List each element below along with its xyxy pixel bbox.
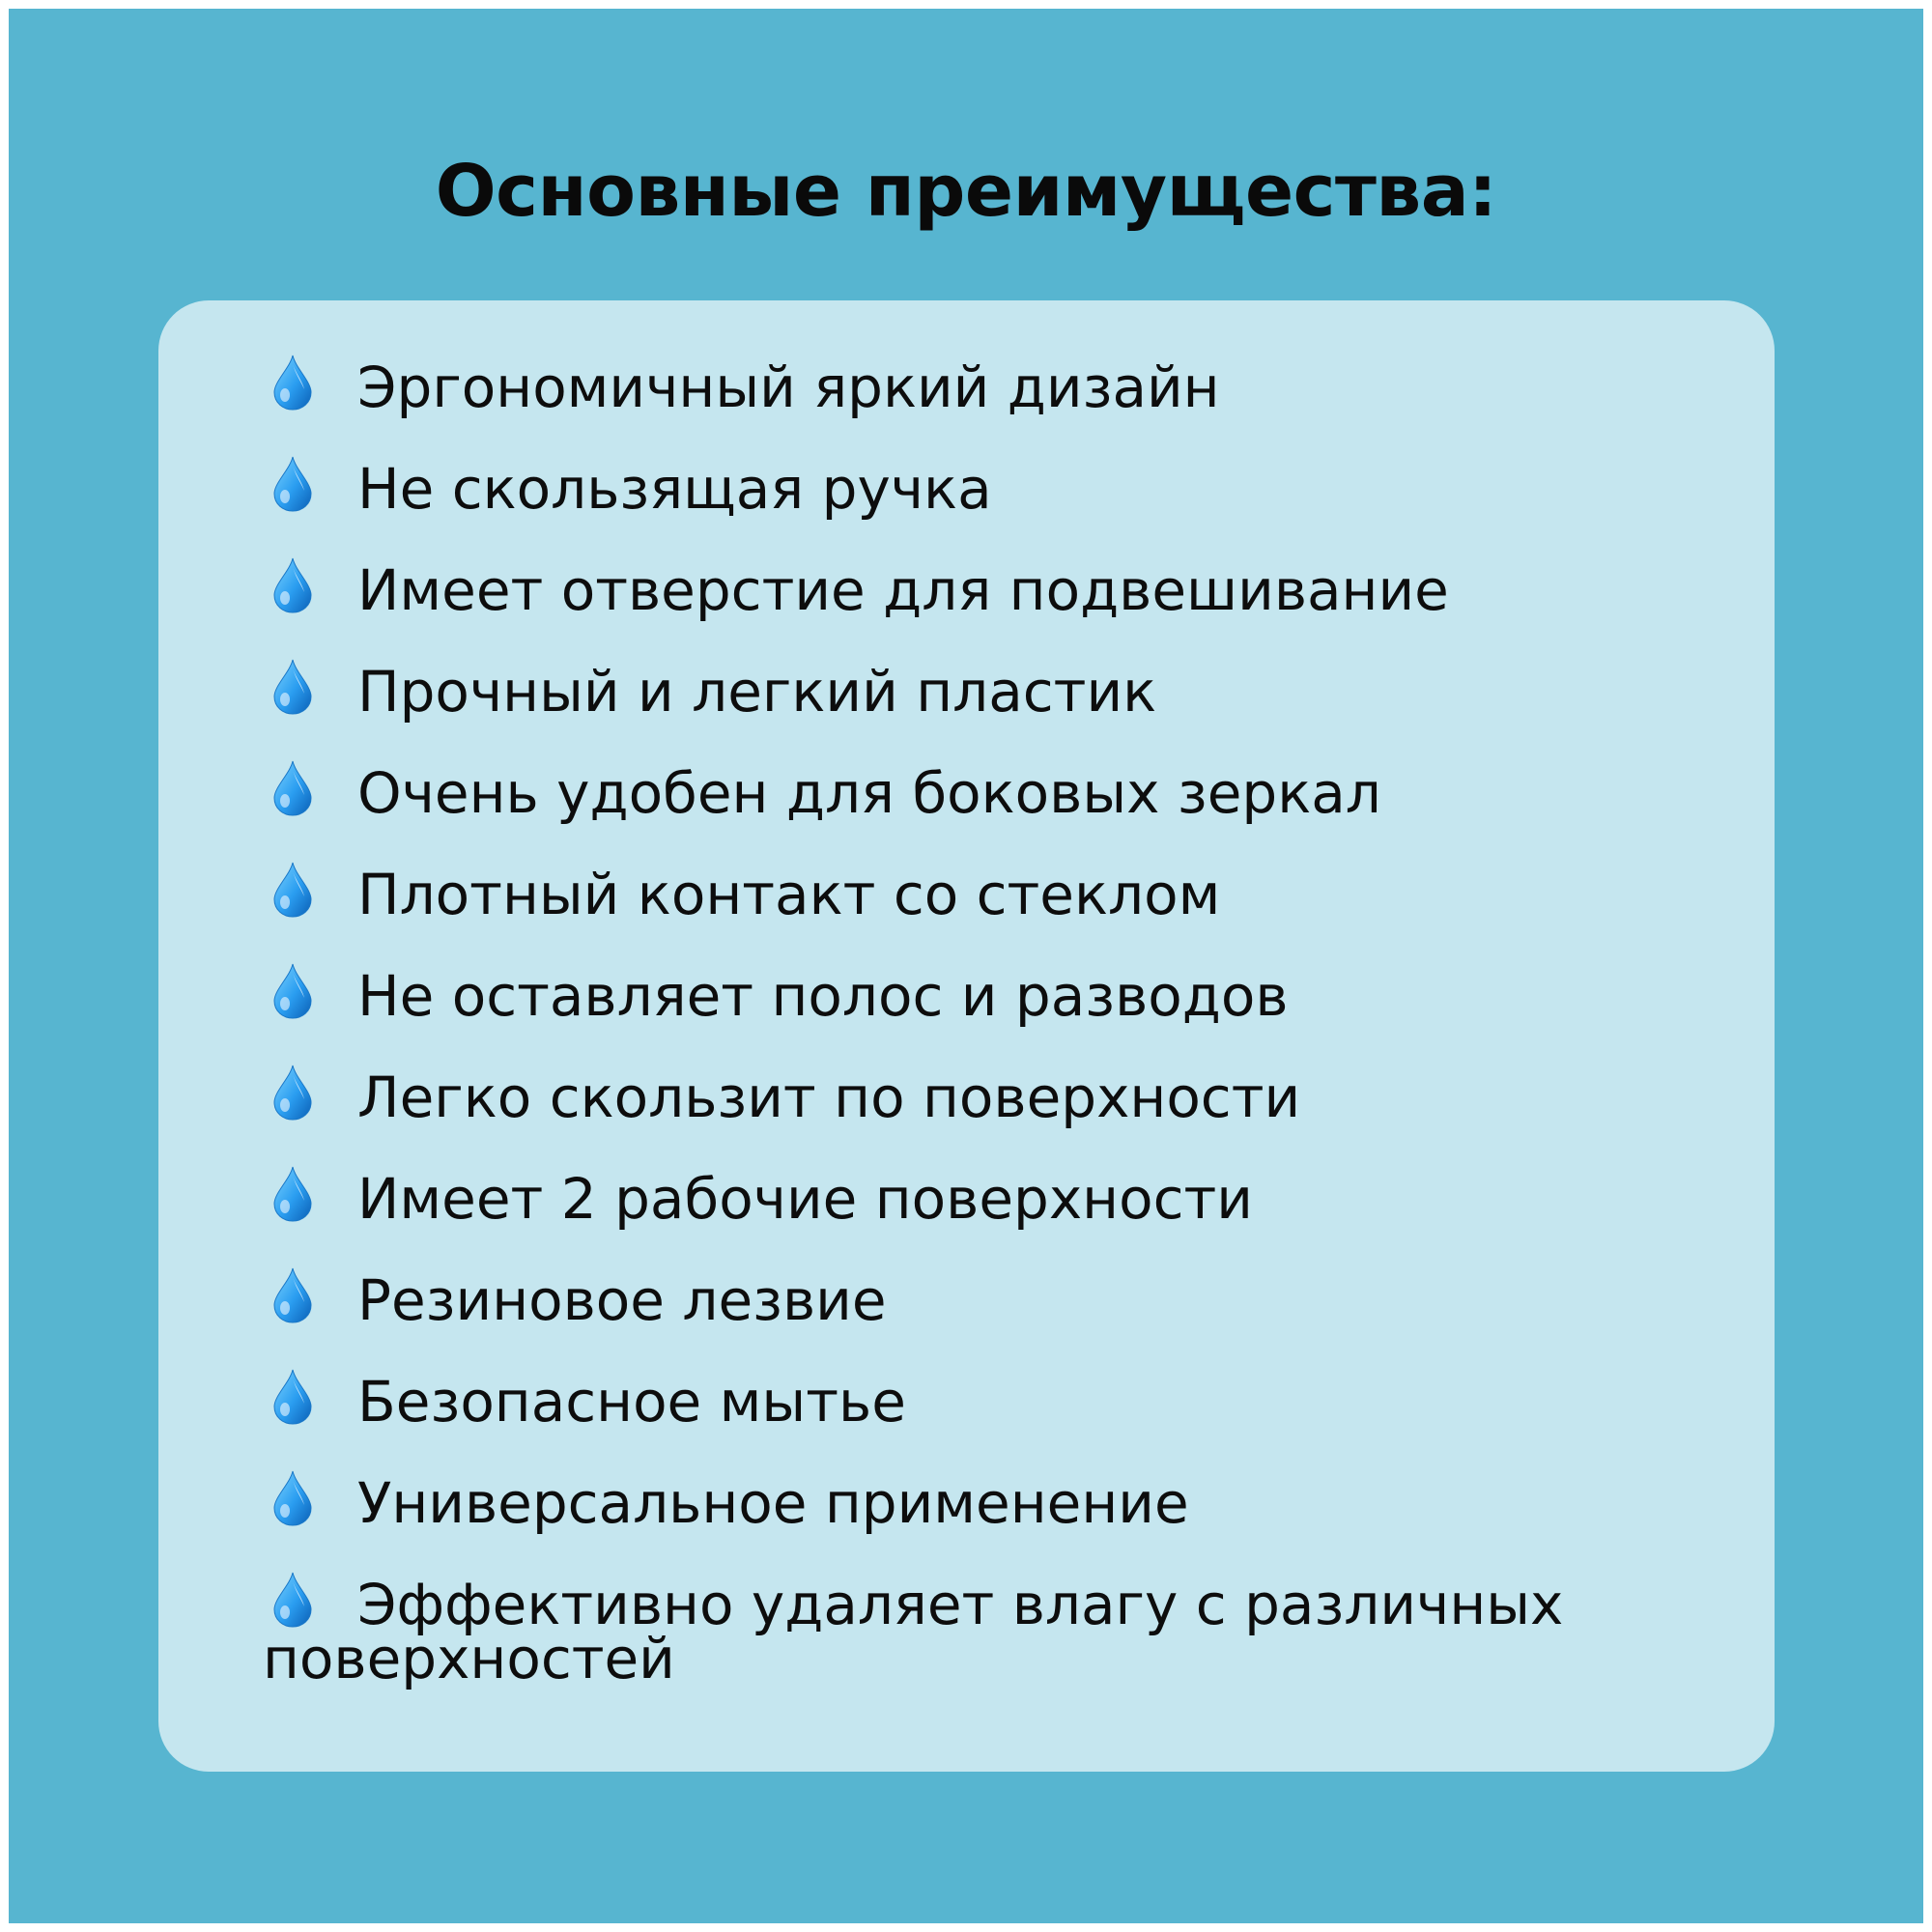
benefits-card (158, 300, 1775, 1772)
water-drop-icon (272, 1065, 313, 1121)
list-item (263, 1464, 1712, 1542)
list-item (263, 1059, 1712, 1136)
list-item (263, 552, 1712, 629)
list-item (263, 653, 1712, 730)
list-item-label: Резиновое лезвие (357, 1267, 887, 1333)
water-drop-icon (272, 862, 313, 918)
water-drop-icon (272, 1369, 313, 1425)
list-item-label: Безопасное мытье (357, 1369, 906, 1435)
list-item (263, 450, 1712, 527)
list-item-label: Эргономичный яркий дизайн (357, 355, 1220, 420)
list-item (263, 1566, 1712, 1701)
list-item-label: Не скользящая ручка (357, 456, 992, 522)
water-drop-icon (272, 1470, 313, 1526)
list-item (263, 1262, 1712, 1339)
list-item-label: Легко скользит по поверхности (357, 1065, 1301, 1130)
list-item-label: Очень удобен для боковых зеркал (357, 760, 1381, 826)
list-item-label: Эффективно удаляет влагу с различных поверхностей (263, 1572, 1564, 1691)
water-drop-icon (272, 963, 313, 1019)
benefits-list (158, 300, 1775, 1772)
water-drop-icon (272, 1166, 313, 1222)
list-item (263, 856, 1712, 933)
water-drop-icon (272, 456, 313, 512)
list-item-label: Плотный контакт со стеклом (357, 862, 1221, 927)
list-item-label: Имеет 2 рабочие поверхности (357, 1166, 1253, 1232)
page-title: Основные преимущества: (435, 150, 1497, 233)
list-item-label: Прочный и легкий пластик (357, 659, 1157, 724)
water-drop-icon (272, 659, 313, 715)
list-item-label: Имеет отверстие для подвешивание (357, 557, 1449, 623)
list-item (263, 1160, 1712, 1237)
list-item-label: Не оставляет полос и разводов (357, 963, 1289, 1029)
list-item (263, 957, 1712, 1035)
list-item (263, 349, 1712, 426)
water-drop-icon (272, 760, 313, 816)
list-item (263, 754, 1712, 832)
water-drop-icon (272, 355, 313, 411)
water-drop-icon (272, 557, 313, 613)
list-item (263, 1363, 1712, 1440)
water-drop-icon (272, 1267, 313, 1323)
list-item-label: Универсальное применение (357, 1470, 1189, 1536)
